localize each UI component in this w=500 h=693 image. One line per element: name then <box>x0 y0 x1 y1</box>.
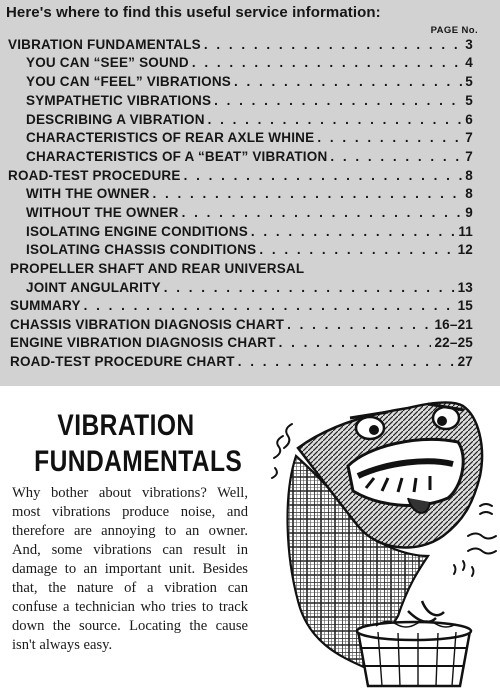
toc-leader-dots <box>279 335 432 350</box>
toc-leader-dots <box>251 224 455 239</box>
toc-entry-page: 5 <box>465 93 473 108</box>
toc-entry <box>26 242 473 260</box>
vibrating-car-cartoon-illustration <box>258 386 500 693</box>
toc-entry <box>8 168 473 186</box>
toc-entry-label: VIBRATION FUNDAMENTALS <box>8 37 201 52</box>
toc-leader-dots <box>84 298 455 313</box>
toc-entry <box>10 317 473 335</box>
toc-entry-page: 15 <box>457 298 473 313</box>
toc-entry-label: CHASSIS VIBRATION DIAGNOSIS CHART <box>10 317 285 332</box>
toc-leader-dots <box>287 317 431 332</box>
toc-entry-label: SUMMARY <box>10 298 81 313</box>
toc-entry-label: ENGINE VIBRATION DIAGNOSIS CHART <box>10 335 276 350</box>
toc-entry <box>10 335 473 353</box>
toc-leader-dots <box>330 149 462 164</box>
toc-entry <box>26 112 473 130</box>
toc-entry-page: 7 <box>465 149 473 164</box>
toc-entry-page: 4 <box>465 55 473 70</box>
toc-entry <box>26 224 473 242</box>
toc-entry-label: PROPELLER SHAFT AND REAR UNIVERSAL <box>10 261 305 276</box>
section-title-line-1: VIBRATION <box>57 409 195 442</box>
toc-entry-label: DESCRIBING A VIBRATION <box>26 112 205 127</box>
toc-entry-label: SYMPATHETIC VIBRATIONS <box>26 93 212 108</box>
toc-entry-label: ISOLATING CHASSIS CONDITIONS <box>26 242 257 257</box>
toc-entry-label: YOU CAN “FEEL” VIBRATIONS <box>26 74 232 89</box>
toc-entry-label: YOU CAN “SEE” SOUND <box>26 55 189 70</box>
section-body-text: Why bother about vibrations? Well, most vibrations produce noise, and therefore are annoying to an owner. And, some vibrations can result in damage to an important unit. Besides that, the nature of a vibration can confuse a technician who tries to track down the source. Locating the cause isn't always easy. <box>12 485 248 653</box>
toc-entry <box>10 261 304 279</box>
toc-leader-dots <box>192 55 462 70</box>
toc-entry-page: 8 <box>465 168 473 183</box>
toc-entry <box>26 280 473 298</box>
toc-leader-dots <box>234 74 462 89</box>
toc-entry <box>26 149 473 167</box>
toc-entry-page: 12 <box>457 242 473 257</box>
toc-entry <box>10 354 473 372</box>
toc-entry-label: JOINT ANGULARITY <box>26 280 161 295</box>
toc-entry-page: 6 <box>465 112 473 127</box>
car-legs <box>408 601 444 622</box>
toc-leader-dots <box>259 242 454 257</box>
toc-leader-dots <box>153 186 463 201</box>
toc-entry-page: 8 <box>465 186 473 201</box>
toc-entry <box>26 74 473 92</box>
toc-entry-label: ISOLATING ENGINE CONDITIONS <box>26 224 248 239</box>
toc-leader-dots <box>317 130 462 145</box>
toc-entry-label: WITHOUT THE OWNER <box>26 205 179 220</box>
toc-entry <box>26 93 473 111</box>
toc-heading: Here's where to find this useful service information: <box>6 4 381 21</box>
toc-leader-dots <box>238 354 455 369</box>
toc-leader-dots <box>182 205 463 220</box>
vibration-fundamentals-section <box>0 386 500 693</box>
toc-entry-page: 22–25 <box>434 335 473 350</box>
toc-entry-page: 11 <box>458 224 473 239</box>
toc-leader-dots <box>204 37 462 52</box>
toc-entry-label: WITH THE OWNER <box>26 186 150 201</box>
toc-leader-dots <box>184 168 463 183</box>
toc-entry <box>8 37 473 55</box>
toc-entry-page: 5 <box>465 74 473 89</box>
toc-entry-label: CHARACTERISTICS OF A “BEAT” VIBRATION <box>26 149 328 164</box>
toc-entry-label: ROAD-TEST PROCEDURE <box>8 168 181 183</box>
toc-entry-page: 9 <box>465 205 473 220</box>
toc-entry-page: 13 <box>457 280 473 295</box>
toc-entry-label: ROAD-TEST PROCEDURE CHART <box>10 354 235 369</box>
toc-entry <box>10 298 473 316</box>
toc-entry-page: 3 <box>465 37 473 52</box>
toc-entry <box>26 205 473 223</box>
toc-entry <box>26 186 473 204</box>
section-title <box>14 408 243 480</box>
toc-entry-page: 16–21 <box>434 317 473 332</box>
toc-entry <box>26 55 473 73</box>
section-title-line-2: FUNDAMENTALS <box>34 445 243 478</box>
toc-leader-dots <box>208 112 463 127</box>
toc-leader-dots <box>214 93 462 108</box>
wash-tub-icon <box>357 621 471 686</box>
toc-entry-page: 7 <box>465 130 473 145</box>
toc-entry-label: CHARACTERISTICS OF REAR AXLE WHINE <box>26 130 315 145</box>
toc-entry-page: 27 <box>457 354 473 369</box>
toc-leader-dots <box>164 280 455 295</box>
page-column-label: PAGE No. <box>430 25 478 36</box>
toc-entry <box>26 130 473 148</box>
